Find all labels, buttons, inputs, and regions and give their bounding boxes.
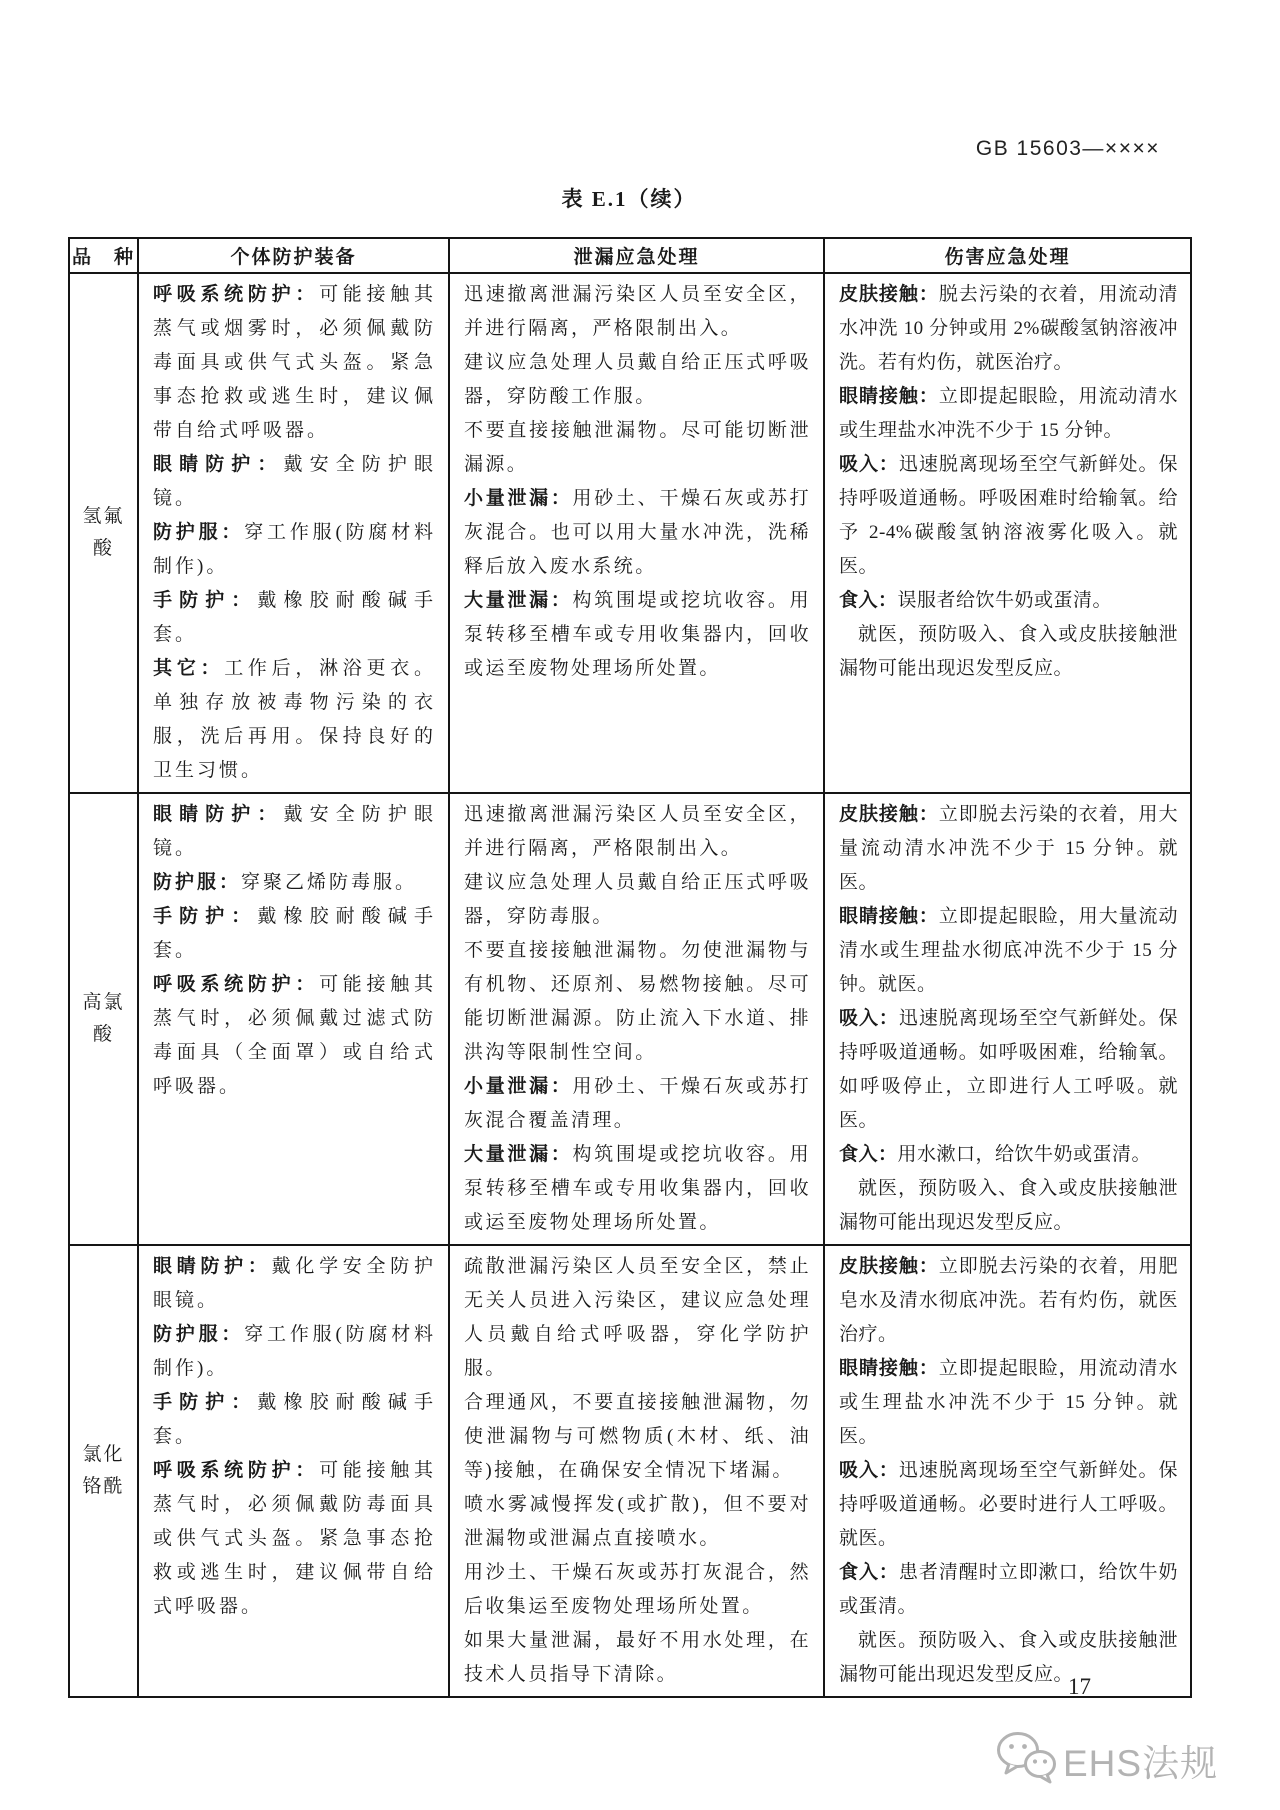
paragraph-label: 皮肤接触： [839, 284, 939, 305]
paragraph: 皮肤接触：立即脱去污染的衣着，用肥皂水及清水彻底冲洗。若有灼伤，就医治疗。 [839, 1256, 1178, 1345]
paragraph: 不要直接接触泄漏物。尽可能切断泄漏源。 [464, 420, 811, 475]
paragraph: 就医，预防吸入、食入或皮肤接触泄漏物可能出现迟发型反应。 [839, 1178, 1178, 1233]
paragraph: 小量泄漏：用砂土、干燥石灰或苏打灰混合覆盖清理。 [464, 1076, 811, 1131]
paragraph: 食入：误服者给饮牛奶或蛋清。 [839, 590, 1113, 611]
leak-cell [449, 273, 824, 793]
paragraph-label: 大量泄漏： [464, 1144, 573, 1165]
paragraph: 大量泄漏：构筑围堤或挖坑收容。用泵转移至槽车或专用收集器内，回收或运至废物处理场所处置。 [464, 1144, 811, 1233]
paragraph: 皮肤接触：立即脱去污染的衣着，用大量流动清水冲洗不少于 15 分钟。就医。 [839, 804, 1178, 893]
paragraph: 手防护：戴橡胶耐酸碱手套。 [153, 1392, 436, 1447]
paragraph-label: 防护服： [153, 1324, 245, 1345]
paragraph: 小量泄漏：用砂土、干燥石灰或苏打灰混合。也可以用大量水冲洗，洗稀释后放入废水系统。 [464, 488, 811, 577]
paragraph: 吸入：迅速脱离现场至空气新鲜处。保持呼吸道通畅。如呼吸困难，给输氧。如呼吸停止，立即进行人工呼吸。就医。 [839, 1008, 1178, 1131]
page-number: 17 [1068, 1674, 1091, 1699]
paragraph: 不要直接接触泄漏物。勿使泄漏物与有机物、还原剂、易燃物接触。尽可能切断泄漏源。防止流入下水道、排洪沟等限制性空间。 [464, 940, 811, 1063]
injury-cell [824, 793, 1191, 1245]
paragraph: 其它：工作后，淋浴更衣。单独存放被毒物污染的衣服，洗后再用。保持良好的卫生习惯。 [153, 658, 436, 781]
paragraph: 建议应急处理人员戴自给正压式呼吸器，穿防毒服。 [464, 872, 811, 927]
paragraph-label: 手防护： [153, 590, 258, 611]
injury-cell [824, 1245, 1191, 1697]
protection-cell [138, 1245, 449, 1697]
paragraph-label: 防护服： [153, 522, 245, 543]
wechat-icon [995, 1730, 1057, 1789]
paragraph: 呼吸系统防护：可能接触其蒸气或烟雾时，必须佩戴防毒面具或供气式头盔。紧急事态抢救或逃生时，建议佩带自给式呼吸器。 [153, 284, 436, 441]
paragraph-label: 其它： [153, 658, 225, 679]
paragraph-label: 眼睛接触： [839, 386, 939, 407]
leak-cell [449, 1245, 824, 1697]
paragraph: 就医。预防吸入、食入或皮肤接触泄漏物可能出现迟发型反应。 [839, 1630, 1178, 1685]
watermark [995, 1730, 1218, 1789]
header-protection: 个体防护装备 [138, 238, 449, 273]
paragraph-label: 呼吸系统防护： [153, 1460, 320, 1481]
paragraph-label: 呼吸系统防护： [153, 974, 320, 995]
paragraph-label: 手防护： [153, 1392, 258, 1413]
species-name: 氯化铬酰 [69, 1245, 138, 1697]
paragraph-label: 食入： [839, 590, 898, 611]
paragraph-label: 食入： [839, 1562, 899, 1583]
paragraph-label: 眼睛接触： [839, 906, 939, 927]
header-injury-response: 伤害应急处理 [824, 238, 1191, 273]
injury-cell [824, 273, 1191, 793]
paragraph: 呼吸系统防护：可能接触其蒸气时，必须佩戴过滤式防毒面具（全面罩）或自给式呼吸器。 [153, 974, 436, 1097]
paragraph: 防护服：穿聚乙烯防毒服。 [153, 872, 418, 893]
paragraph: 防护服：穿工作服(防腐材料制作)。 [153, 522, 436, 577]
table-row [69, 793, 1191, 1245]
paragraph: 吸入：迅速脱离现场至空气新鲜处。保持呼吸道通畅。必要时进行人工呼吸。就医。 [839, 1460, 1178, 1549]
leak-cell [449, 793, 824, 1245]
paragraph: 合理通风，不要直接接触泄漏物，勿使泄漏物与可燃物质(木材、纸、油等)接触，在确保安全情况下堵漏。 [464, 1392, 811, 1481]
paragraph: 眼睛防护：戴安全防护眼镜。 [153, 804, 436, 859]
paragraph-label: 食入： [839, 1144, 898, 1165]
paragraph-label: 小量泄漏： [464, 1076, 573, 1097]
emergency-response-table [68, 237, 1192, 1698]
paragraph: 喷水雾减慢挥发(或扩散)，但不要对泄漏物或泄漏点直接喷水。 [464, 1494, 811, 1549]
paragraph-label: 皮肤接触： [839, 804, 939, 825]
paragraph: 疏散泄漏污染区人员至安全区，禁止无关人员进入污染区，建议应急处理人员戴自给式呼吸器，穿化学防护服。 [464, 1256, 811, 1379]
paragraph-label: 吸入： [839, 454, 899, 475]
header-leak-response: 泄漏应急处理 [449, 238, 824, 273]
paragraph-label: 皮肤接触： [839, 1256, 939, 1277]
paragraph: 建议应急处理人员戴自给正压式呼吸器，穿防酸工作服。 [464, 352, 811, 407]
species-name: 高氯酸 [69, 793, 138, 1245]
paragraph-label: 眼睛防护： [153, 454, 284, 475]
paragraph-label: 小量泄漏： [464, 488, 573, 509]
paragraph: 手防护：戴橡胶耐酸碱手套。 [153, 906, 436, 961]
paragraph-label: 眼睛防护： [153, 1256, 272, 1277]
paragraph-label: 大量泄漏： [464, 590, 573, 611]
paragraph-label: 吸入： [839, 1008, 899, 1029]
paragraph-label: 眼睛防护： [153, 804, 284, 825]
paragraph: 迅速撤离泄漏污染区人员至安全区，并进行隔离，严格限制出入。 [464, 284, 811, 339]
table-body [69, 273, 1191, 1697]
paragraph-label: 呼吸系统防护： [153, 284, 320, 305]
paragraph: 迅速撤离泄漏污染区人员至安全区，并进行隔离，严格限制出入。 [464, 804, 811, 859]
paragraph: 食入：用水漱口，给饮牛奶或蛋清。 [839, 1144, 1152, 1165]
paragraph: 眼睛接触：立即提起眼睑，用流动清水或生理盐水冲洗不少于 15 分钟。就医。 [839, 1358, 1178, 1447]
paragraph: 如果大量泄漏，最好不用水处理，在技术人员指导下清除。 [464, 1630, 811, 1685]
paragraph: 眼睛防护：戴安全防护眼镜。 [153, 454, 436, 509]
paragraph-label: 手防护： [153, 906, 258, 927]
paragraph: 呼吸系统防护：可能接触其蒸气时，必须佩戴防毒面具或供气式头盔。紧急事态抢救或逃生时，建议佩带自给式呼吸器。 [153, 1460, 436, 1617]
protection-cell [138, 793, 449, 1245]
header-species: 品 种 [69, 238, 138, 273]
paragraph-label: 眼睛接触： [839, 1358, 939, 1379]
paragraph: 大量泄漏：构筑围堤或挖坑收容。用泵转移至槽车或专用收集器内，回收或运至废物处理场所处置。 [464, 590, 811, 679]
table-row [69, 1245, 1191, 1697]
paragraph: 吸入：迅速脱离现场至空气新鲜处。保持呼吸道通畅。呼吸困难时给输氧。给予 2-4%碳酸氢钠溶液雾化吸入。就医。 [839, 454, 1178, 577]
species-name: 氢氟酸 [69, 273, 138, 793]
paragraph: 就医，预防吸入、食入或皮肤接触泄漏物可能出现迟发型反应。 [839, 624, 1178, 679]
paragraph: 手防护：戴橡胶耐酸碱手套。 [153, 590, 436, 645]
standard-number: GB 15603—×××× [975, 137, 1160, 160]
paragraph: 眼睛接触：立即提起眼睑，用大量流动清水或生理盐水彻底冲洗不少于 15 分钟。就医。 [839, 906, 1178, 995]
table-row [69, 273, 1191, 793]
table-header-row [69, 238, 1191, 273]
paragraph: 食入：患者清醒时立即漱口，给饮牛奶或蛋清。 [839, 1562, 1178, 1617]
paragraph-label: 吸入： [839, 1460, 899, 1481]
paragraph: 眼睛防护：戴化学安全防护眼镜。 [153, 1256, 436, 1311]
paragraph: 皮肤接触：脱去污染的衣着，用流动清水冲洗 10 分钟或用 2%碳酸氢钠溶液冲洗。若有灼伤，就医治疗。 [839, 284, 1178, 373]
table-title: 表 E.1（续） [561, 187, 697, 211]
paragraph: 眼睛接触：立即提起眼睑，用流动清水或生理盐水冲洗不少于 15 分钟。 [839, 386, 1178, 441]
watermark-brand-text: EHS法规 [1063, 1742, 1219, 1784]
paragraph-label: 防护服： [153, 872, 242, 893]
paragraph: 用沙土、干燥石灰或苏打灰混合，然后收集运至废物处理场所处置。 [464, 1562, 811, 1617]
protection-cell [138, 273, 449, 793]
paragraph: 防护服：穿工作服(防腐材料制作)。 [153, 1324, 436, 1379]
